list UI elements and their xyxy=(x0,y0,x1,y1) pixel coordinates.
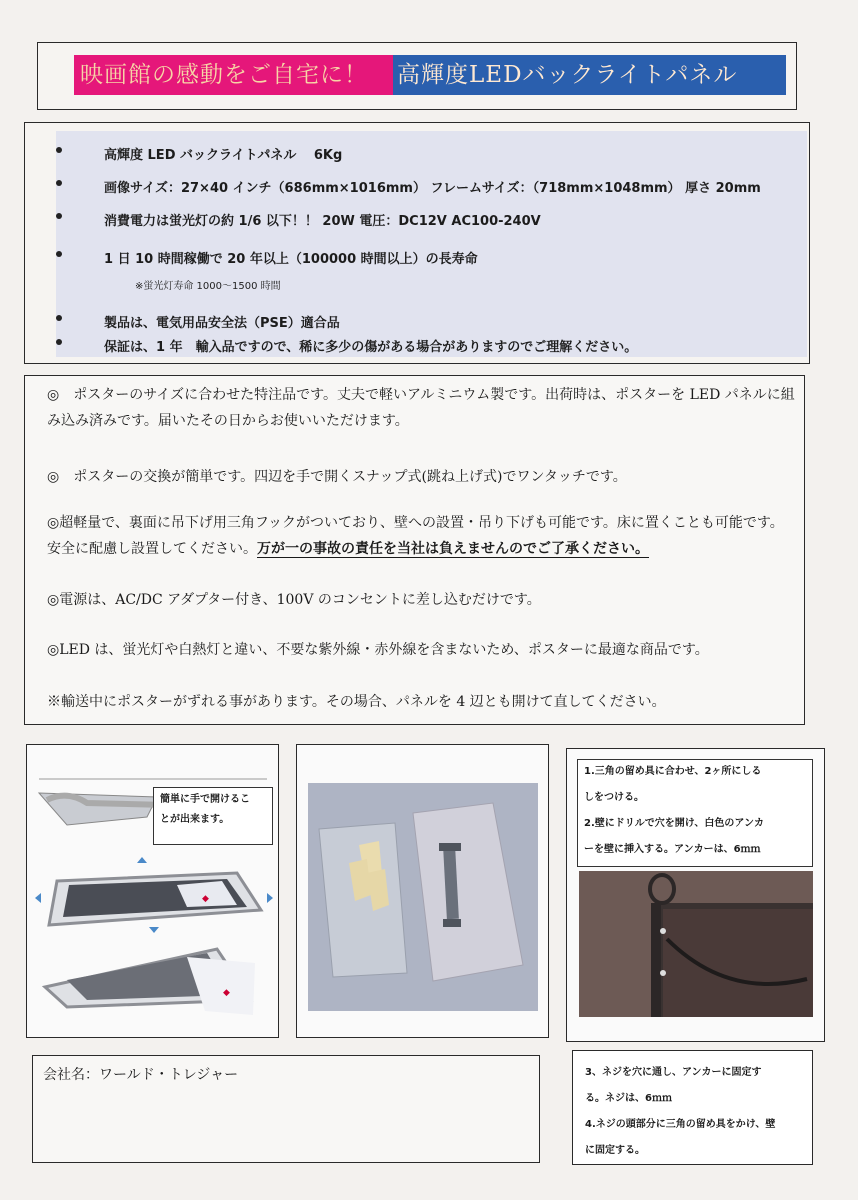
description-paragraph: ◎ ポスターの交換が簡単です。四辺を手で開くスナップ式(跳ね上げ式)でワンタッチです。 xyxy=(47,469,627,485)
description-paragraph: ◎LED は、蛍光灯や白熱灯と違い、不要な紫外線・赤外線を含まないため、ポスターに最適な商品です。 xyxy=(47,642,709,658)
installation-steps-continued xyxy=(572,1050,813,1165)
spec-text: 画像サイズ：27×40 インチ（686mm×1016mm） フレームサイズ：（718mm×1048mm） 厚さ 20mm xyxy=(104,181,761,196)
poster-frame-image xyxy=(49,873,261,925)
hardware-photo-panel xyxy=(296,744,549,1038)
svg-text:◆: ◆ xyxy=(223,988,230,998)
bullet-icon xyxy=(56,147,62,153)
title-left-text: 映画館の感動をご自宅に！ xyxy=(74,55,393,95)
bullet-icon xyxy=(56,251,62,257)
step-line: に固定する。 xyxy=(585,1145,645,1156)
step-line: る。ネジは、6ｍｍ xyxy=(585,1093,672,1104)
liability-warning: 万が一の事故の責任を当社は負えませんのでご了承ください。 xyxy=(257,541,649,557)
description-section xyxy=(24,375,805,725)
description-paragraph: ※輸送中にポスターがずれる事があります。その場合、パネルを 4 辺とも開けて直してください。 xyxy=(47,694,666,710)
spec-text: 1 日 10 時間稼働で 20 年以上（100000 時間以上）の長寿命 xyxy=(104,252,478,267)
description-paragraph: ◎ ポスターのサイズに合わせた特注品です。丈夫で軽いアルミニウム製です。出荷時は、ポスターを LED パネルに組み込み済みです。届いたその日からお使いいただけます。 xyxy=(47,387,795,429)
step-line: 2.壁にドリルで穴を開け、白色のアンカ xyxy=(584,818,764,829)
title-right-text: 高輝度LEDバックライトパネル xyxy=(393,55,786,95)
step-line: 3、ネジを穴に通し、アンカーに固定す xyxy=(585,1067,762,1078)
description-paragraph: ◎電源は、AC/DC アダプター付き、100V のコンセントに差し込むだけです。 xyxy=(47,592,541,608)
installation-steps-caption xyxy=(577,759,813,867)
description-text: ◎超軽量で、裏面に吊下げ用三角フックがついており、壁への設置・吊り下げも可能です。床に置くことも可能です。安全に配慮し設置してください。 xyxy=(47,515,784,557)
description-paragraph xyxy=(47,510,797,562)
frame-caption xyxy=(153,787,273,845)
poster-frame-image xyxy=(45,949,255,1015)
spec-text: 消費電力は蛍光灯の約 1/6 以下！！ 20W 電圧：DC12V AC100-240V xyxy=(104,214,541,229)
title-banner xyxy=(37,42,797,110)
company-name: 会社名：ワールド・トレジャー xyxy=(43,1067,239,1083)
installation-panel xyxy=(566,748,825,1042)
step-line: しをつける。 xyxy=(584,792,644,803)
spec-section xyxy=(24,122,810,364)
spec-text: 保証は、1 年 輸入品ですので、稀に多少の傷がある場合がありますのでご理解ください。 xyxy=(104,340,638,355)
spec-text: 製品は、電気用品安全法（PSE）適合品 xyxy=(104,316,340,331)
hardware-photo xyxy=(297,745,547,1035)
step-line: 1.三角の留め具に合わせ、2ヶ所にしる xyxy=(584,766,762,777)
step-line: ーを壁に挿入する。アンカーは、6ｍｍ xyxy=(584,844,761,855)
caption-line: とが出来ます。 xyxy=(160,814,230,825)
caption-line: 簡単に手で開けるこ xyxy=(160,794,250,805)
spec-note: ※蛍光灯寿命 1000〜1500 時間 xyxy=(135,281,281,292)
hook-photo xyxy=(567,869,823,1039)
step-line: 4.ネジの頭部分に三角の留め具をかけ、壁 xyxy=(585,1119,776,1130)
anchor-bag-image xyxy=(319,823,407,977)
spec-text: 高輝度 LED バックライトパネル 6Kg xyxy=(104,148,343,163)
company-section xyxy=(32,1055,540,1163)
bullet-icon xyxy=(56,180,62,186)
title-bar xyxy=(74,55,786,95)
bullet-icon xyxy=(56,213,62,219)
bullet-icon xyxy=(56,339,62,345)
spec-list xyxy=(56,131,807,357)
svg-text:◆: ◆ xyxy=(202,894,209,904)
bullet-icon xyxy=(56,315,62,321)
frame-opening-panel xyxy=(26,744,279,1038)
